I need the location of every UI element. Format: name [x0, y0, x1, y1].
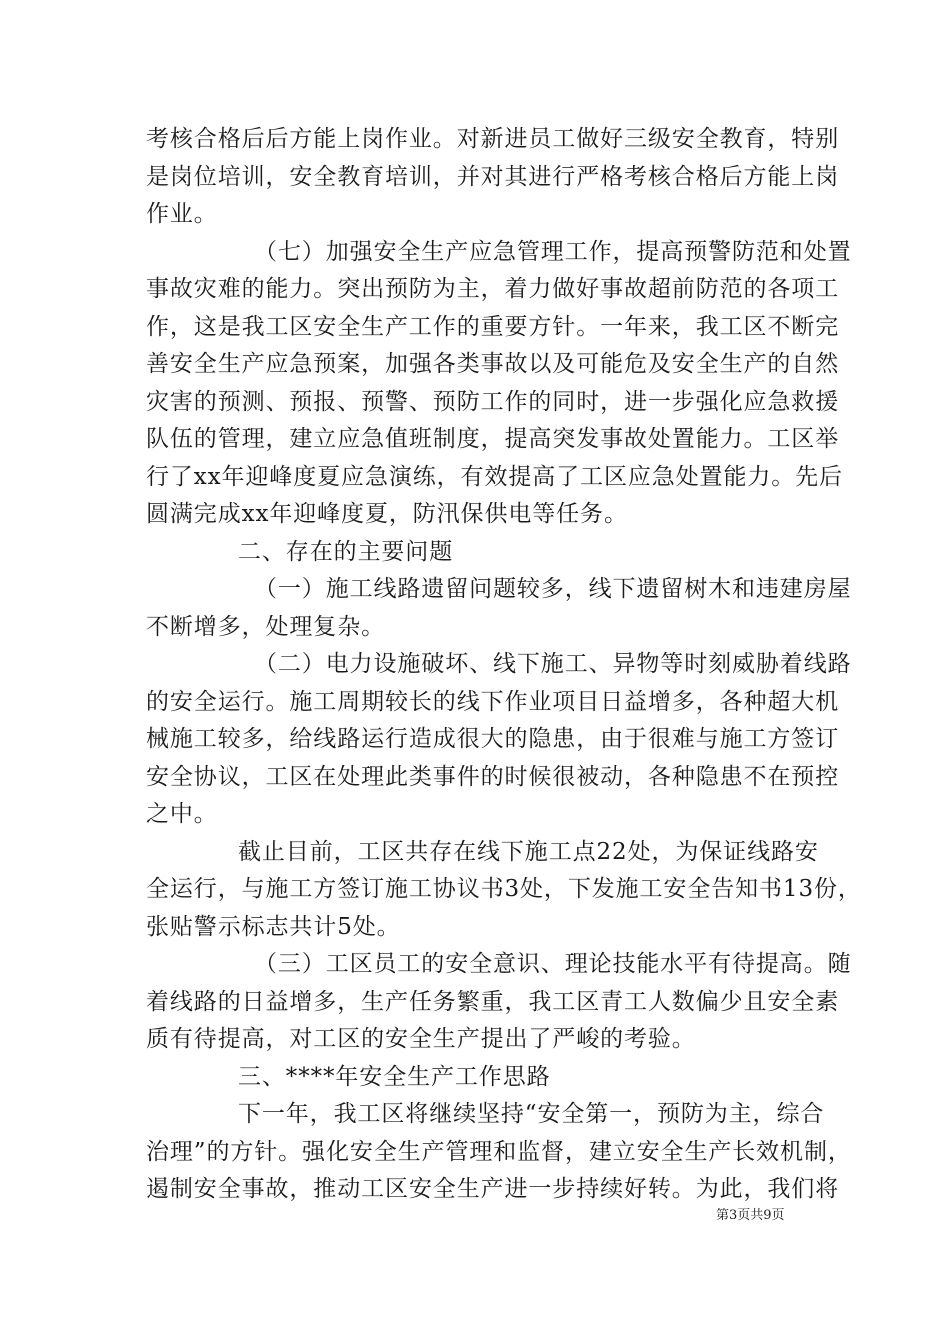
text-line: 三、****年安全生产工作思路	[238, 1063, 551, 1090]
text-line: （二）电力设施破坏、线下施工、异物等时刻威胁着线路	[254, 651, 852, 677]
text-line: 考核合格后后方能上岗作业。对新进员工做好三级安全教育，特别	[146, 126, 840, 152]
text-line: 着线路的日益增多，生产任务繁重，我工区青工人数偏少且安全素	[146, 988, 840, 1015]
text-line: 是岗位培训，安全教育培训，并对其进行严格考核合格后方能上岗	[146, 163, 840, 190]
text-line: 截止目前，工区共存在线下施工点22处，为保证线路安	[238, 838, 819, 865]
text-line: 的安全运行。施工周期较长的线下作业项目日益增多，各种超大机	[146, 688, 840, 715]
text-line: 治理”的方针。强化安全生产管理和监督，建立安全生产长效机制，	[146, 1138, 852, 1165]
text-line: 二、存在的主要问题	[238, 538, 454, 565]
text-line: 械施工较多，给线路运行造成很大的隐患，由于很难与施工方签订	[146, 726, 840, 752]
text-line: 圆满完成xx年迎峰度夏，防汛保供电等任务。	[146, 501, 628, 527]
text-line: 事故灾难的能力。突出预防为主，着力做好事故超前防范的各项工	[146, 276, 840, 302]
text-line: 全运行，与施工方签订施工协议书3处，下发施工安全告知书13份，	[146, 876, 862, 902]
text-line: 作，这是我工区安全生产工作的重要方针。一年来，我工区不断完	[146, 313, 840, 340]
text-line: 不断增多，处理复杂。	[146, 613, 385, 640]
text-line: （一）施工线路遗留问题较多，线下遗留树木和违建房屋	[254, 576, 852, 602]
text-line: 作业。	[146, 201, 218, 227]
text-line: 行了xx年迎峰度夏应急演练，有效提高了工区应急处置能力。先后	[146, 463, 843, 490]
text-line: 善安全生产应急预案，加强各类事故以及可能危及安全生产的自然	[146, 351, 840, 377]
text-line: （七）加强安全生产应急管理工作，提高预警防范和处置	[254, 238, 852, 265]
text-line: 遏制安全事故，推动工区安全生产进一步持续好转。为此，我们将	[146, 1176, 840, 1202]
text-line: 下一年，我工区将继续坚持“安全第一，预防为主，综合	[238, 1101, 825, 1127]
text-line: 张贴警示标志共计5处。	[146, 913, 401, 940]
text-line: 安全协议，工区在处理此类事件的时候很被动，各种隐患不在预控	[146, 763, 840, 790]
text-line: 队伍的管理，建立应急值班制度，提高突发事故处置能力。工区举	[146, 426, 840, 452]
text-line: 之中。	[146, 801, 218, 827]
text-line: 质有待提高，对工区的安全生产提出了严峻的考验。	[146, 1026, 696, 1052]
text-line: 灾害的预测、预报、预警、预防工作的同时，进一步强化应急救援	[146, 388, 840, 415]
text-line: （三）工区员工的安全意识、理论技能水平有待提高。随	[254, 951, 852, 977]
body-text	[146, 121, 862, 1209]
page-number: 第3页共9页	[716, 1208, 785, 1223]
